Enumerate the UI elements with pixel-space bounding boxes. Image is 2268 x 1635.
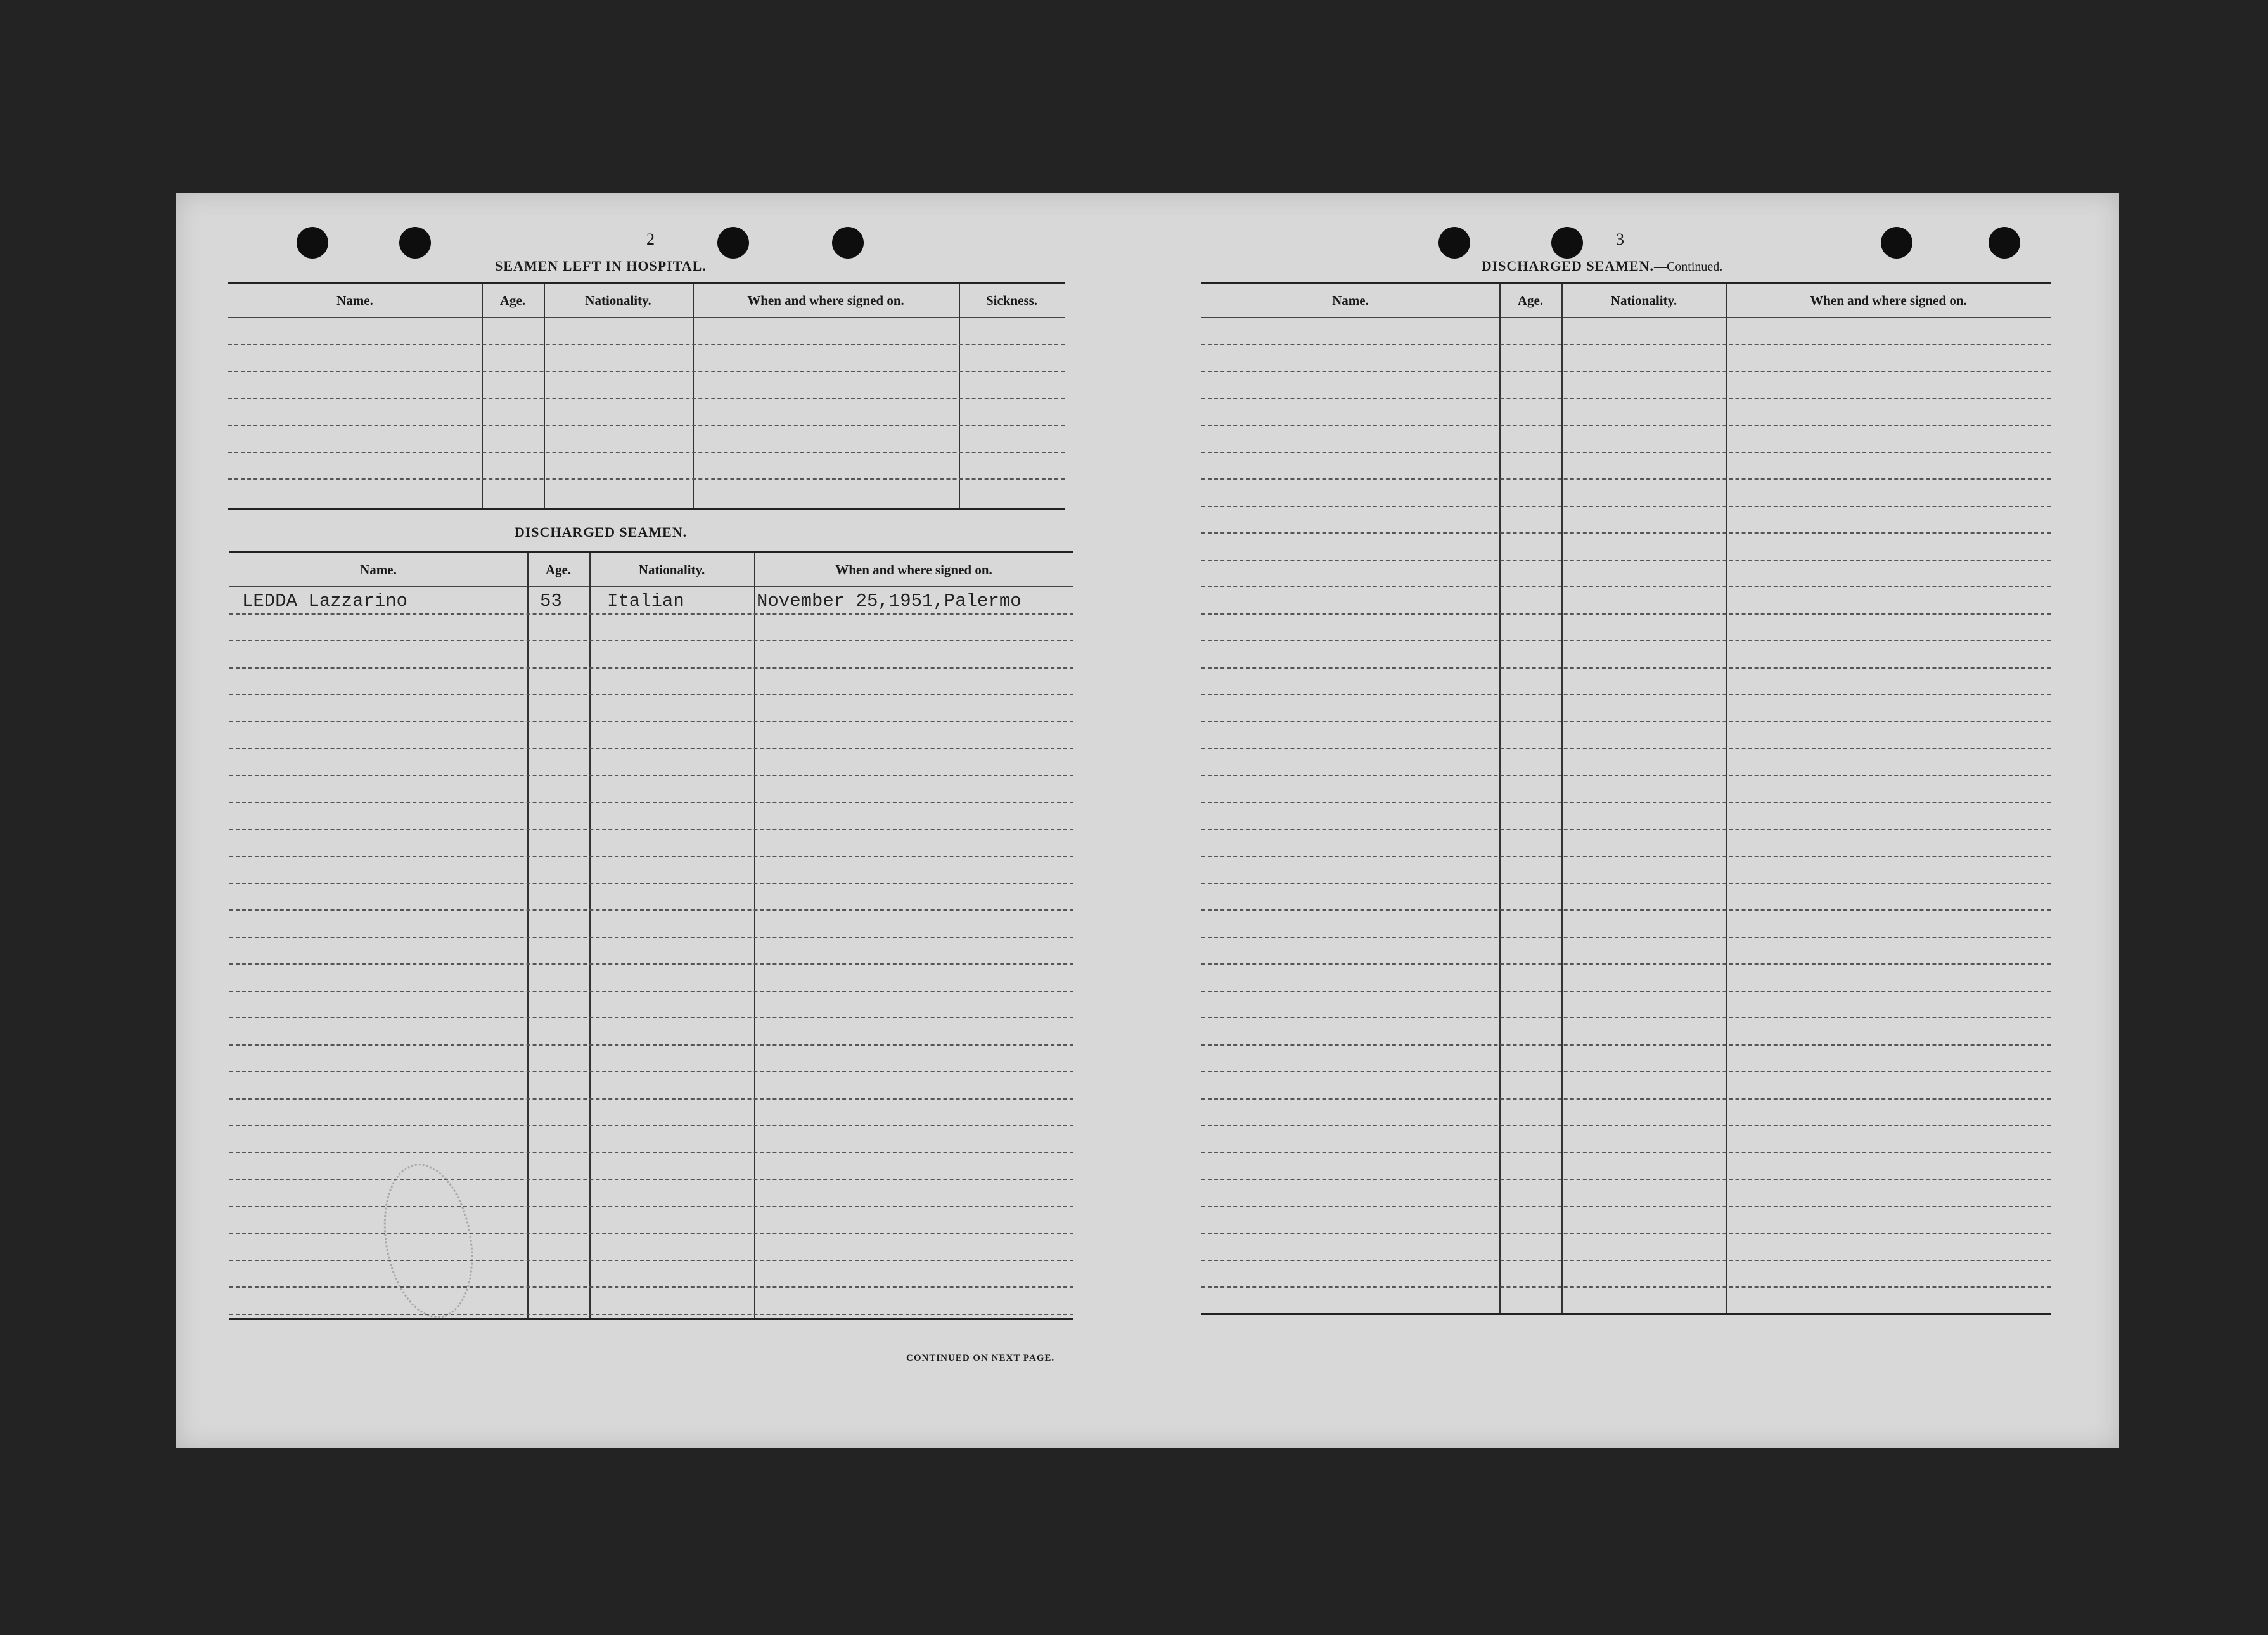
table-row <box>229 1288 1073 1315</box>
table-row <box>1201 1126 2051 1153</box>
table-row <box>1201 480 2051 507</box>
table-row <box>1201 507 2051 534</box>
discharged-continued-table <box>1201 282 2051 1315</box>
col-name-header: Name. <box>360 562 397 577</box>
table-row <box>1201 399 2051 426</box>
col-name-header: Name. <box>336 293 373 308</box>
col-nationality-header: Nationality. <box>585 293 651 308</box>
col-sickness-header: Sickness. <box>985 293 1038 308</box>
col-age-header: Age. <box>545 562 572 577</box>
table-row <box>229 911 1073 938</box>
table-row <box>1201 453 2051 480</box>
table-row <box>229 1261 1073 1288</box>
punch-hole <box>832 227 864 259</box>
table-row <box>229 1018 1073 1046</box>
table-row <box>1201 992 2051 1019</box>
table-row <box>229 830 1073 857</box>
entry-nationality: Italian <box>607 591 684 612</box>
col-name-header: Name. <box>1332 293 1369 308</box>
table-row <box>229 1072 1073 1100</box>
table-row <box>229 1207 1073 1234</box>
table-row <box>1201 938 2051 965</box>
punch-hole <box>399 227 431 259</box>
table-row <box>1201 1207 2051 1234</box>
table-row <box>229 803 1073 830</box>
punch-hole <box>1438 227 1470 259</box>
table-row <box>229 1153 1073 1181</box>
table-row <box>229 695 1073 722</box>
table-row <box>1201 318 2051 345</box>
table-row <box>1201 749 2051 776</box>
table-row <box>1201 1018 2051 1046</box>
discharged-rows <box>229 587 1073 1315</box>
table-row <box>229 669 1073 696</box>
table-row <box>229 749 1073 776</box>
document-sheet <box>176 193 2119 1448</box>
table-row <box>229 615 1073 642</box>
table-row <box>1201 534 2051 561</box>
hospital-section-title: SEAMEN LEFT IN HOSPITAL. <box>495 258 707 274</box>
table-row <box>229 884 1073 911</box>
hospital-table <box>228 282 1065 510</box>
table-row <box>229 722 1073 750</box>
table-row <box>1201 372 2051 399</box>
table-row <box>1201 1261 2051 1288</box>
punch-hole <box>1551 227 1583 259</box>
punch-hole <box>717 227 749 259</box>
table-row <box>229 992 1073 1019</box>
table-row <box>229 776 1073 804</box>
table-row <box>1201 911 2051 938</box>
table-row <box>1201 695 2051 722</box>
table-row <box>229 965 1073 992</box>
table-row <box>1201 965 2051 992</box>
table-row <box>228 318 1065 345</box>
discharged-continued-rows <box>1201 318 2051 1315</box>
table-row <box>1201 1046 2051 1073</box>
col-nationality-header: Nationality. <box>638 562 705 577</box>
col-nationality-header: Nationality. <box>1610 293 1677 308</box>
table-row <box>1201 803 2051 830</box>
section-title-main: DISCHARGED SEAMEN. <box>1481 258 1654 274</box>
table-row <box>1201 776 2051 804</box>
page-number: 2 <box>646 230 655 248</box>
table-row <box>228 372 1065 399</box>
discharged-continued-title <box>1463 258 1741 274</box>
table-row <box>1201 830 2051 857</box>
table-row <box>229 938 1073 965</box>
col-signed-on-header: When and where signed on. <box>747 293 904 308</box>
table-row <box>1201 1153 2051 1181</box>
punch-hole <box>297 227 328 259</box>
table-row <box>1201 857 2051 884</box>
punch-hole <box>1989 227 2020 259</box>
table-row <box>228 453 1065 480</box>
left-page <box>176 193 1127 1448</box>
entry-signed-on: November 25,1951,Palermo <box>757 591 1022 612</box>
table-row <box>229 1100 1073 1127</box>
table-row <box>1201 669 2051 696</box>
table-row <box>228 426 1065 453</box>
col-signed-on-header: When and where signed on. <box>1810 293 1967 308</box>
page-number: 3 <box>1616 230 1624 248</box>
table-row <box>1201 1072 2051 1100</box>
discharged-section-title: DISCHARGED SEAMEN. <box>514 524 688 540</box>
table-row <box>1201 1288 2051 1315</box>
table-row <box>229 1234 1073 1261</box>
punch-hole <box>1881 227 1912 259</box>
col-age-header: Age. <box>499 293 526 308</box>
table-row <box>229 1046 1073 1073</box>
table-row <box>1201 587 2051 615</box>
right-page <box>1146 193 2119 1448</box>
table-row <box>1201 426 2051 453</box>
table-row <box>1201 561 2051 588</box>
table-row <box>1201 615 2051 642</box>
table-row <box>1201 1234 2051 1261</box>
discharged-table <box>229 551 1073 1320</box>
table-row <box>229 641 1073 669</box>
col-signed-on-header: When and where signed on. <box>835 562 992 577</box>
table-row <box>1201 1180 2051 1207</box>
table-row <box>228 345 1065 373</box>
section-title-suffix: —Continued. <box>1653 260 1723 274</box>
table-row <box>1201 1100 2051 1127</box>
col-age-header: Age. <box>1517 293 1544 308</box>
entry-name: LEDDA Lazzarino <box>242 591 408 612</box>
table-row <box>229 1126 1073 1153</box>
continued-note: CONTINUED ON NEXT PAGE. <box>906 1353 1055 1363</box>
table-row <box>1201 884 2051 911</box>
table-row <box>229 1180 1073 1207</box>
table-row <box>1201 722 2051 750</box>
entry-age: 53 <box>540 591 562 612</box>
table-row <box>229 857 1073 884</box>
table-row <box>228 399 1065 426</box>
table-row <box>1201 345 2051 373</box>
hospital-rows <box>228 318 1065 480</box>
table-row <box>1201 641 2051 669</box>
